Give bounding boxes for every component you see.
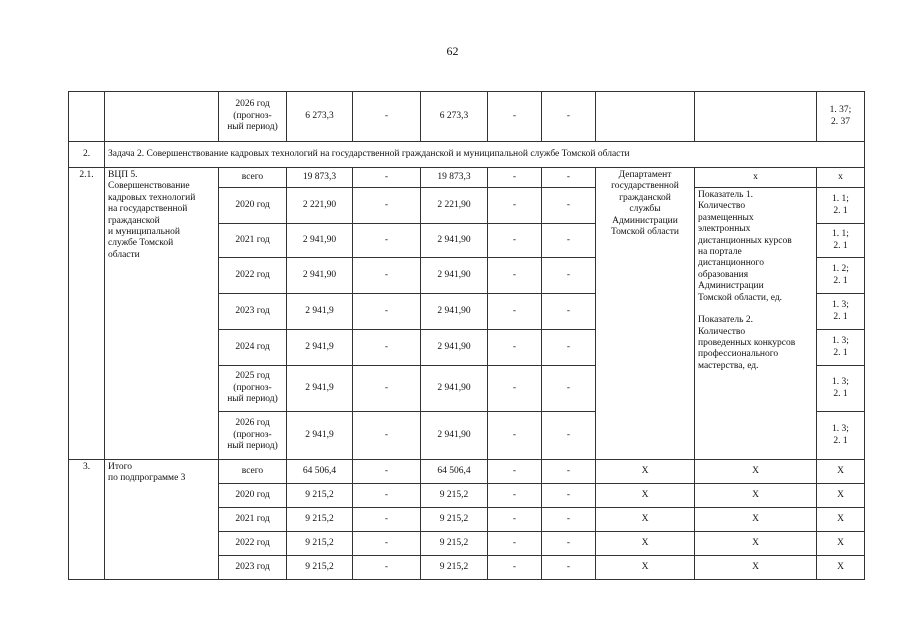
local-cell: - bbox=[488, 532, 542, 556]
page-number: 62 bbox=[446, 44, 459, 58]
indicator-ref-cell: 1. 37; 2. 37 bbox=[817, 92, 865, 142]
regional-cell: 2 941,90 bbox=[421, 294, 488, 330]
total-cell: 2 941,90 bbox=[287, 224, 353, 258]
executor-cell: Х bbox=[596, 556, 695, 580]
period-cell: 2022 год bbox=[219, 532, 287, 556]
local-cell: - bbox=[488, 412, 542, 460]
executor-cell: Департамент государственной гражданской службы Администрации Томской области bbox=[596, 168, 695, 460]
local-cell: - bbox=[488, 484, 542, 508]
executor-cell: Х bbox=[596, 532, 695, 556]
period-cell: 2022 год bbox=[219, 258, 287, 294]
total-cell: 9 215,2 bbox=[287, 556, 353, 580]
indicators-description-cell: Показатель 1. Количество размещенных электронных дистанционных курсов на портале дистанционного образования Администрации Томской области, ед. Показатель 2. Количество проведенных конкурсов профессионального мастерства, ед. bbox=[695, 188, 817, 460]
federal-cell: - bbox=[353, 224, 421, 258]
regional-cell: 2 941,90 bbox=[421, 330, 488, 366]
indicator-ref-cell: Х bbox=[817, 532, 865, 556]
period-cell: 2026 год (прогноз- ный период) bbox=[219, 92, 287, 142]
row-number-cell bbox=[69, 92, 105, 142]
indicator-ref-cell: 1. 2; 2. 1 bbox=[817, 258, 865, 294]
period-cell: 2026 год (прогноз- ный период) bbox=[219, 412, 287, 460]
federal-cell: - bbox=[353, 92, 421, 142]
task-title-cell: Задача 2. Совершенствование кадровых технологий на государственной гражданской и муниципальной службе Томской области bbox=[105, 142, 865, 168]
row-number-cell: 3. bbox=[69, 460, 105, 580]
federal-cell: - bbox=[353, 294, 421, 330]
local-cell: - bbox=[488, 168, 542, 188]
other-cell: - bbox=[542, 508, 596, 532]
federal-cell: - bbox=[353, 484, 421, 508]
federal-cell: - bbox=[353, 188, 421, 224]
executor-cell: Х bbox=[596, 460, 695, 484]
total-cell: 64 506,4 bbox=[287, 460, 353, 484]
period-cell: 2021 год bbox=[219, 508, 287, 532]
regional-cell: 19 873,3 bbox=[421, 168, 488, 188]
other-cell: - bbox=[542, 168, 596, 188]
indicator-cell bbox=[695, 92, 817, 142]
other-cell: - bbox=[542, 556, 596, 580]
other-cell: - bbox=[542, 330, 596, 366]
indicator-ref-cell: 1. 3; 2. 1 bbox=[817, 366, 865, 412]
period-cell: 2025 год (прогноз- ный период) bbox=[219, 366, 287, 412]
federal-cell: - bbox=[353, 258, 421, 294]
period-cell: 2023 год bbox=[219, 556, 287, 580]
executor-cell bbox=[596, 92, 695, 142]
total-cell: 2 941,90 bbox=[287, 258, 353, 294]
federal-cell: - bbox=[353, 412, 421, 460]
total-cell: 9 215,2 bbox=[287, 508, 353, 532]
indicator-cell: Х bbox=[695, 484, 817, 508]
total-cell: 2 941,9 bbox=[287, 330, 353, 366]
period-cell: 2021 год bbox=[219, 224, 287, 258]
event-name-cell: Итого по подпрограмме 3 bbox=[105, 460, 219, 580]
other-cell: - bbox=[542, 188, 596, 224]
indicator-cell: Х bbox=[695, 532, 817, 556]
other-cell: - bbox=[542, 294, 596, 330]
indicator-ref-cell: Х bbox=[817, 484, 865, 508]
event-name-cell: ВЦП 5. Совершенствование кадровых технологий на государственной гражданской и муниципальной службе Томской области bbox=[105, 168, 219, 460]
local-cell: - bbox=[488, 92, 542, 142]
regional-cell: 2 941,90 bbox=[421, 258, 488, 294]
regional-cell: 9 215,2 bbox=[421, 508, 488, 532]
federal-cell: - bbox=[353, 460, 421, 484]
indicator-ref-cell: 1. 1; 2. 1 bbox=[817, 224, 865, 258]
total-cell: 9 215,2 bbox=[287, 532, 353, 556]
indicator-cell: Х bbox=[695, 556, 817, 580]
regional-cell: 6 273,3 bbox=[421, 92, 488, 142]
indicator-ref-cell: Х bbox=[817, 508, 865, 532]
regional-cell: 2 941,90 bbox=[421, 412, 488, 460]
federal-cell: - bbox=[353, 168, 421, 188]
table-row bbox=[69, 460, 865, 484]
federal-cell: - bbox=[353, 330, 421, 366]
other-cell: - bbox=[542, 532, 596, 556]
total-cell: 19 873,3 bbox=[287, 168, 353, 188]
regional-cell: 9 215,2 bbox=[421, 484, 488, 508]
local-cell: - bbox=[488, 294, 542, 330]
executor-cell: Х bbox=[596, 484, 695, 508]
federal-cell: - bbox=[353, 556, 421, 580]
total-cell: 2 221,90 bbox=[287, 188, 353, 224]
table-row bbox=[69, 92, 865, 142]
period-cell: 2023 год bbox=[219, 294, 287, 330]
other-cell: - bbox=[542, 258, 596, 294]
event-name-cell bbox=[105, 92, 219, 142]
indicator-ref-cell: 1. 1; 2. 1 bbox=[817, 188, 865, 224]
local-cell: - bbox=[488, 556, 542, 580]
other-cell: - bbox=[542, 92, 596, 142]
federal-cell: - bbox=[353, 508, 421, 532]
total-cell: 6 273,3 bbox=[287, 92, 353, 142]
period-cell: 2020 год bbox=[219, 188, 287, 224]
table-row bbox=[69, 168, 865, 188]
regional-cell: 64 506,4 bbox=[421, 460, 488, 484]
other-cell: - bbox=[542, 412, 596, 460]
indicator-header-cell: х bbox=[695, 168, 817, 188]
local-cell: - bbox=[488, 330, 542, 366]
total-cell: 2 941,9 bbox=[287, 294, 353, 330]
local-cell: - bbox=[488, 366, 542, 412]
local-cell: - bbox=[488, 258, 542, 294]
period-cell: 2024 год bbox=[219, 330, 287, 366]
indicator-ref-cell: 1. 3; 2. 1 bbox=[817, 412, 865, 460]
other-cell: - bbox=[542, 460, 596, 484]
regional-cell: 2 941,90 bbox=[421, 224, 488, 258]
local-cell: - bbox=[488, 460, 542, 484]
total-cell: 9 215,2 bbox=[287, 484, 353, 508]
regional-cell: 2 941,90 bbox=[421, 366, 488, 412]
other-cell: - bbox=[542, 224, 596, 258]
program-table bbox=[68, 91, 865, 580]
indicator-ref-cell: Х bbox=[817, 556, 865, 580]
task-number-cell: 2. bbox=[69, 142, 105, 168]
federal-cell: - bbox=[353, 366, 421, 412]
period-cell: всего bbox=[219, 168, 287, 188]
indicator-cell: Х bbox=[695, 508, 817, 532]
other-cell: - bbox=[542, 484, 596, 508]
row-number-cell: 2.1. bbox=[69, 168, 105, 460]
regional-cell: 9 215,2 bbox=[421, 556, 488, 580]
local-cell: - bbox=[488, 188, 542, 224]
other-cell: - bbox=[542, 366, 596, 412]
regional-cell: 9 215,2 bbox=[421, 532, 488, 556]
federal-cell: - bbox=[353, 532, 421, 556]
indicator-ref-cell: Х bbox=[817, 460, 865, 484]
local-cell: - bbox=[488, 224, 542, 258]
indicator-ref-cell: 1. 3; 2. 1 bbox=[817, 294, 865, 330]
table-row bbox=[69, 142, 865, 168]
indicator-ref-cell: х bbox=[817, 168, 865, 188]
executor-cell: Х bbox=[596, 508, 695, 532]
indicator-cell: Х bbox=[695, 460, 817, 484]
period-cell: всего bbox=[219, 460, 287, 484]
regional-cell: 2 221,90 bbox=[421, 188, 488, 224]
total-cell: 2 941,9 bbox=[287, 412, 353, 460]
local-cell: - bbox=[488, 508, 542, 532]
period-cell: 2020 год bbox=[219, 484, 287, 508]
indicator-ref-cell: 1. 3; 2. 1 bbox=[817, 330, 865, 366]
total-cell: 2 941,9 bbox=[287, 366, 353, 412]
